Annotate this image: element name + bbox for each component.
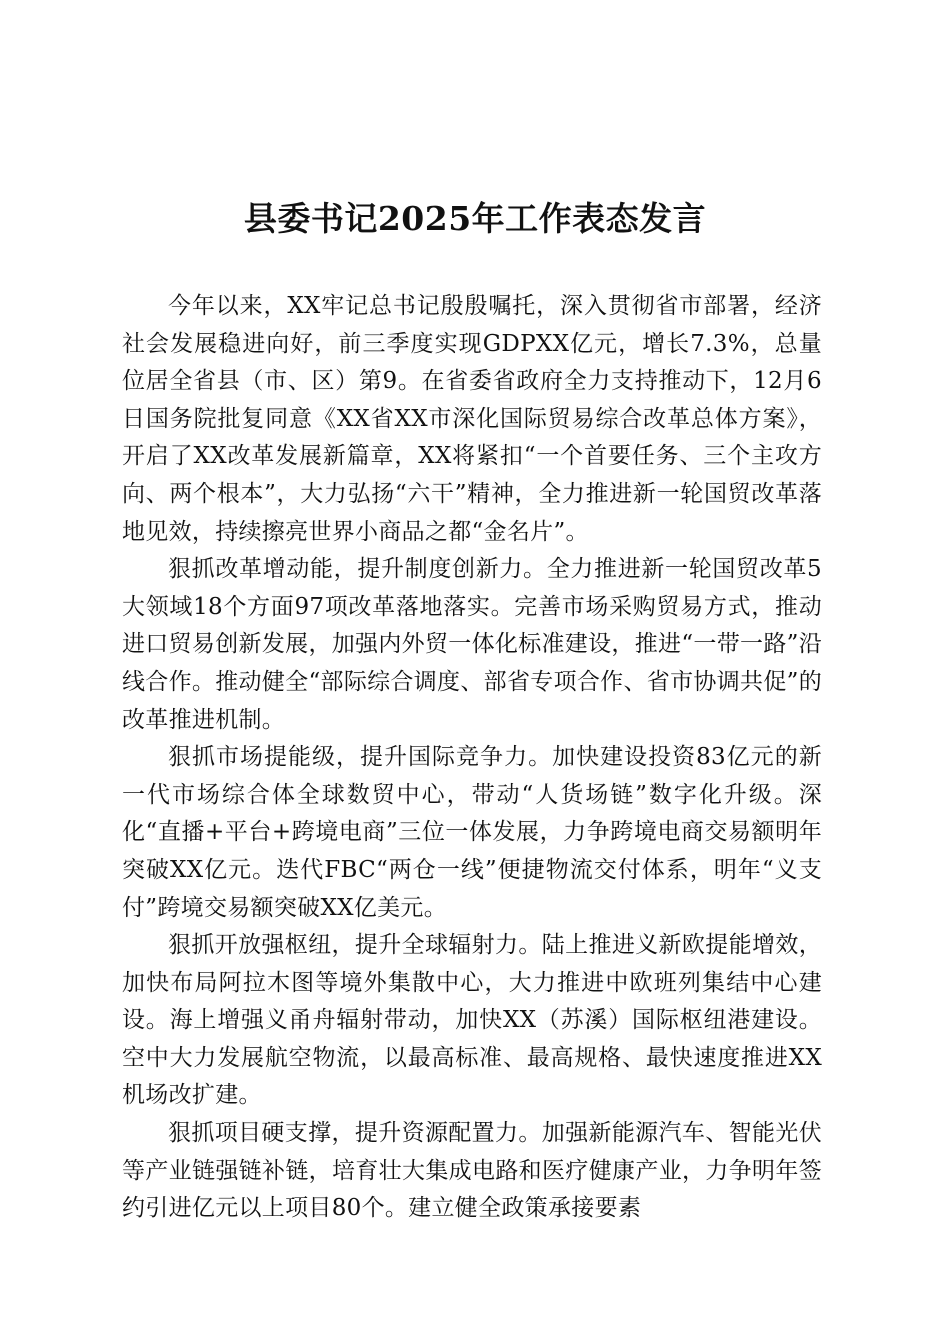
paragraph-reform: 狠抓改革增动能，提升制度创新力。全力推进新一轮国贸改革5大领域18个方面97项改革落地落实。完善市场采购贸易方式，推动进口贸易创新发展，加强内外贸一体化标准建设，推进“一带一路”沿线合作。推动健全“部际综合调度、部省专项合作、省市协调共促”的改革推进机制。 [122, 556, 822, 733]
paragraph-intro: 今年以来，XX牢记总书记殷殷嘱托，深入贯彻省市部署，经济社会发展稳进向好，前三季度实现GDPXX亿元，增长7.3%，总量位居全省县（市、区）第9。在省委省政府全力支持推动下，12月6日国务院批复同意《XX省XX市深化国际贸易综合改革总体方案》，开启了XX改革发展新篇章，XX将紧扣“一个首要任务、三个主攻方向、两个根本”，大力弘扬“六干”精神，全力推进新一轮国贸改革落地见效，持续擦亮世界小商品之都“金名片”。 [122, 293, 822, 545]
paragraph-projects: 狠抓项目硬支撑，提升资源配置力。加强新能源汽车、智能光伏等产业链强链补链，培育壮大集成电路和医疗健康产业，力争明年签约引进亿元以上项目80个。建立健全政策承接要素 [122, 1120, 822, 1222]
page-title: 县委书记2025年工作表态发言 [243, 199, 707, 238]
paragraph-market: 狠抓市场提能级，提升国际竞争力。加快建设投资83亿元的新一代市场综合体全球数贸中心，带动“人货场链”数字化升级。深化“直播+平台+跨境电商”三位一体发展，力争跨境电商交易额明年突破XX亿元。迭代FBC“两仓一线”便捷物流交付体系，明年“义支付”跨境交易额突破XX亿美元。 [122, 744, 822, 921]
paragraph-opening: 狠抓开放强枢纽，提升全球辐射力。陆上推进义新欧提能增效，加快布局阿拉木图等境外集散中心，大力推进中欧班列集结中心建设。海上增强义甬舟辐射带动，加快XX（苏溪）国际枢纽港建设。空中大力发展航空物流，以最高标准、最高规格、最快速度推进XX机场改扩建。 [122, 932, 822, 1109]
document-body [122, 288, 822, 1228]
